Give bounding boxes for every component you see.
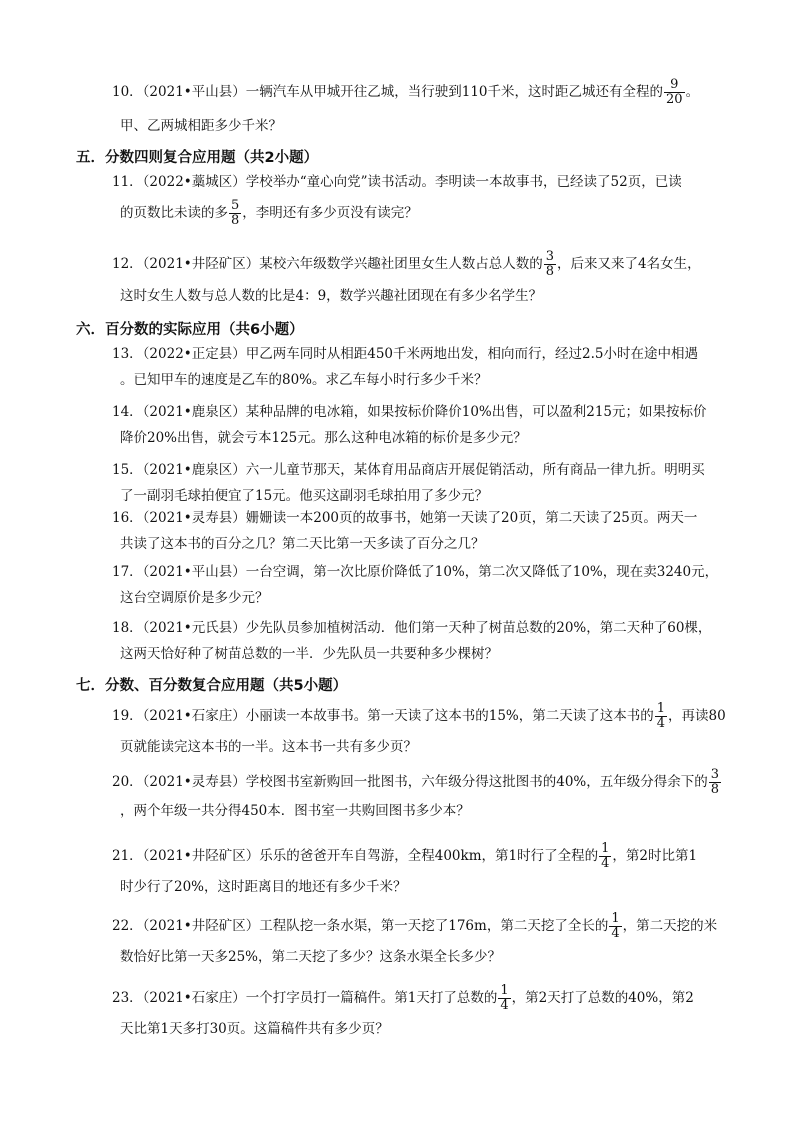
question-15 [112,460,722,506]
question-10-text-end: 。 [685,84,700,100]
question-18-line-1: 18．（2021•元氏县）少先队员参加植树活动．他们第一天种了树苗总数的20%，第二天种了60棵， [112,620,712,636]
question-23-line-2: 天比第1天多打30页。这篇稿件共有多少页？ [120,1021,389,1037]
question-12 [112,250,722,306]
question-21 [112,842,722,897]
question-11-text-end: ，李明还有多少页没有读完？ [242,205,418,221]
fraction-numerator: 1 [656,701,666,716]
fraction-1-4 [599,842,611,871]
question-10-text: 10．（2021•平山县）一辆汽车从甲城开往乙城，当行驶到110千米，这时距乙城还有全程的 [112,84,664,100]
fraction-denominator: 8 [545,264,555,279]
question-14-line-2: 降价20%出售，就会亏本125元。那么这种电冰箱的标价是多少元？ [120,430,527,446]
fraction-numerator: 1 [601,841,610,856]
fraction-denominator: 4 [601,856,610,871]
question-19-line-1 [112,701,726,731]
question-22-text-end: ，第二天挖的米 [622,918,718,934]
question-11-line-2 [120,199,722,228]
fraction-9-20 [664,78,685,107]
question-17-line-1: 17．（2021•平山县）一台空调，第一次比原价降低了10%，第二次又降低了10%，现在卖3240元， [112,564,719,580]
question-20-line-2: ，两个年级一共分得450本．图书室一共购回图书多少本？ [120,803,470,819]
fraction-numerator: 1 [611,911,620,926]
question-18-line-2: 这两天恰好种了树苗总数的一半．少先队员一共要种多少棵树？ [120,646,498,662]
section-7-heading: 七．分数、百分数复合应用题（共5小题） [76,678,348,694]
fraction-5-8 [229,199,241,228]
fraction-numerator: 3 [545,249,555,264]
question-20 [112,768,722,821]
question-23-text: 23．（2021•石家庄）一个打字员打一篇稿件。第1天打了总数的 [112,990,498,1006]
question-14-line-1: 14．（2021•鹿泉区）某种品牌的电冰箱，如果按标价降价10%出售，可以盈利215元；如果按标价 [112,404,707,420]
question-17-line-2: 这台空调原价是多少元？ [120,590,269,606]
question-10 [112,78,722,136]
question-12-line-1 [112,250,722,279]
question-16-line-2: 共读了这本书的百分之几？第二天比第一天多读了百分之几？ [120,536,485,552]
section-5-heading: 五．分数四则复合应用题（共2小题） [76,150,319,166]
question-16-line-1: 16．（2021•灵寿县）姗姗读一本200页的故事书，她第一天读了20页，第二天读了25页。两天一 [112,510,698,526]
question-15-line-2: 了一副羽毛球拍便宜了15元。他买这副羽毛球拍用了多少元？ [120,488,489,504]
fraction-1-4 [609,912,621,941]
question-13 [112,344,722,390]
question-21-line-1 [112,842,722,871]
question-11-text: 的页数比未读的多 [120,205,228,221]
question-23-text-end: ，第2天打了总数的40%，第2 [511,990,694,1006]
fraction-denominator: 4 [611,926,620,941]
fraction-3-8 [544,250,556,279]
fraction-numerator: 3 [710,767,720,782]
question-12-text-end: ，后来又来了4名女生， [557,256,701,272]
fraction-numerator: 1 [500,983,509,998]
question-11-line-1: 11．（2022•藁城区）学校举办“童心向党”读书活动。李明读一本故事书，已经读了52页，已读 [112,174,682,190]
fraction-numerator: 9 [664,78,685,93]
question-11 [112,172,722,228]
question-10-line-2: 甲、乙两城相距多少千米？ [120,118,282,134]
fraction-denominator: 8 [710,782,720,797]
question-13-line-1: 13．（2022•正定县）甲乙两车同时从相距450千米两地出发，相向而行，经过2.5小时在途中相遇 [112,346,698,362]
question-23 [112,984,722,1039]
fraction-numerator: 5 [231,198,240,213]
question-20-text: 20．（2021•灵寿县）学校图书室新购回一批图书，六年级分得这批图书的40%，五年级分得余下的 [112,774,708,790]
fraction-denominator: 20 [666,92,683,107]
question-19-text: 19．（2021•石家庄）小丽读一本故事书。第一天读了这本书的15%，第二天读了这本书的 [112,708,654,724]
question-23-line-1 [112,984,722,1013]
question-21-line-2: 时少行了20%，这时距离目的地还有多少千米？ [120,879,407,895]
fraction-denominator: 4 [500,998,509,1013]
fraction-denominator: 4 [656,716,666,731]
question-16 [112,508,722,554]
question-20-line-1 [112,768,722,797]
fraction-1-4 [655,702,667,731]
section-6-heading: 六．百分数的实际应用（共6小题） [76,322,304,338]
fraction-1-4 [498,984,510,1013]
question-18 [112,618,722,664]
question-22-line-1 [112,912,722,941]
question-10-line-1 [112,78,722,107]
question-22-line-2: 数恰好比第一天多25%，第二天挖了多少？这条水渠全长多少？ [120,949,502,965]
fraction-denominator: 8 [231,213,240,228]
question-22 [112,912,722,967]
question-21-text-end: ，第2时比第1 [612,848,698,864]
question-17 [112,562,722,608]
question-15-line-1: 15．（2021•鹿泉区）六一儿童节那天，某体育用品商店开展促销活动，所有商品一律九折。明明买 [112,462,705,478]
question-12-text: 12．（2021•井陉矿区）某校六年级数学兴趣社团里女生人数占总人数的 [112,256,543,272]
question-13-line-2: 。已知甲车的速度是乙车的80%。求乙车每小时行多少千米？ [120,372,488,388]
fraction-3-8 [709,768,721,797]
question-19 [112,701,726,757]
question-19-line-2: 页就能读完这本书的一半。这本书一共有多少页？ [120,739,417,755]
question-22-text: 22．（2021•井陉矿区）工程队挖一条水渠，第一天挖了176m，第二天挖了全长的 [112,918,609,934]
question-12-line-2: 这时女生人数与总人数的比是4：9，数学兴趣社团现在有多少名学生？ [120,288,543,304]
question-19-text-end: ，再读80 [668,708,726,724]
question-14 [112,402,722,448]
question-21-text: 21．（2021•井陉矿区）乐乐的爸爸开车自驾游，全程400km，第1时行了全程的 [112,848,599,864]
